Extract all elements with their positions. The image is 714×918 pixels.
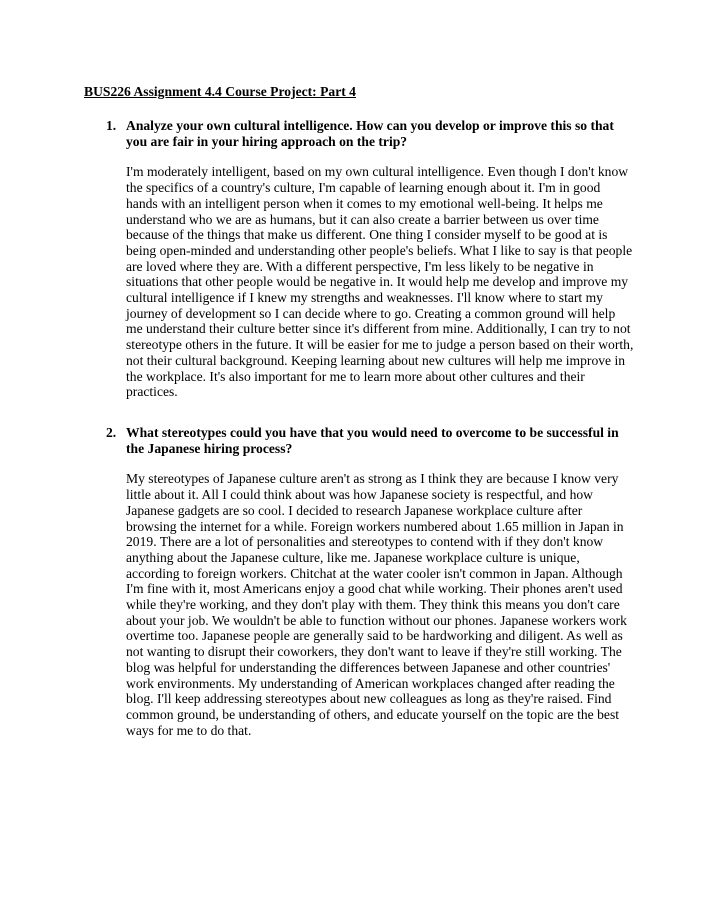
answer-paragraph: My stereotypes of Japanese culture aren't as strong as I think they are because I know very little about it. All I could think about was how Japanese society is respectful, and how Japanese gadgets are so cool. I decided to research Japanese workplace culture after browsing the internet for a while. Foreign workers numbered about 1.65 million in Japan in 2019. There are a lot of personalities and stereotypes to contend with if they don't know anything about the Japanese culture, like me. Japanese workplace culture is unique, according to foreign workers. Chitchat at the water cooler isn't common in Japan. Although I'm fine with it, most Americans enjoy a good chat while working. Their phones aren't used while they're working, and they don't play with them. They think this means you don't care about your job. We wouldn't be able to function without our phones. Japanese workers work overtime too. Japanese people are generally said to be hardworking and diligent. As well as not wanting to disrupt their coworkers, they don't want to leave if they're still working. The blog was helpful for understanding the differences between Japanese and other countries' work environments. My understanding of American workplaces changed after reading the blog. I'll keep addressing stereotypes about new colleagues as long as they're raised. Find common ground, be understanding of others, and educate yourself on the topic are the best ways for me to do that. xyxy=(126,471,627,738)
question-number: 1. xyxy=(106,118,117,133)
question-heading: Analyze your own cultural intelligence. How can you develop or improve this so that you are fair in your hiring approach on the trip? xyxy=(126,118,614,149)
answer-paragraph: I'm moderately intelligent, based on my own cultural intelligence. Even though I don't know the specifics of a country's culture, I'm capable of learning enough about it. I'm in good hands with an intelligent person when it comes to my emotional well-being. It helps me understand who we are as humans, but it can also create a barrier between us over time because of the things that make us different. One thing I consider myself to be good at is being open-minded and understanding other people's beliefs. What I like to say is that people are loved where they are. With a different perspective, I'm less likely to be negative in situations that other people would be negative in. It would help me develop and improve my cultural intelligence if I knew my strengths and weaknesses. I'll know where to start my journey of development so I can decide where to go. Creating a common ground will help me understand their culture better since it's different from mine. Additionally, I can try to not stereotype others in the future. It will be easier for me to judge a person based on their worth, not their cultural background. Keeping learning about new cultures will help me improve in the workplace. It's also important for me to learn more about other cultures and their practices. xyxy=(126,164,634,400)
question-number: 2. xyxy=(106,425,117,440)
question-heading: What stereotypes could you have that you would need to overcome to be successful in the Japanese hiring process? xyxy=(126,425,619,456)
question-item xyxy=(106,425,634,738)
question-item xyxy=(106,118,634,400)
document-title: BUS226 Assignment 4.4 Course Project: Part 4 xyxy=(84,84,356,99)
